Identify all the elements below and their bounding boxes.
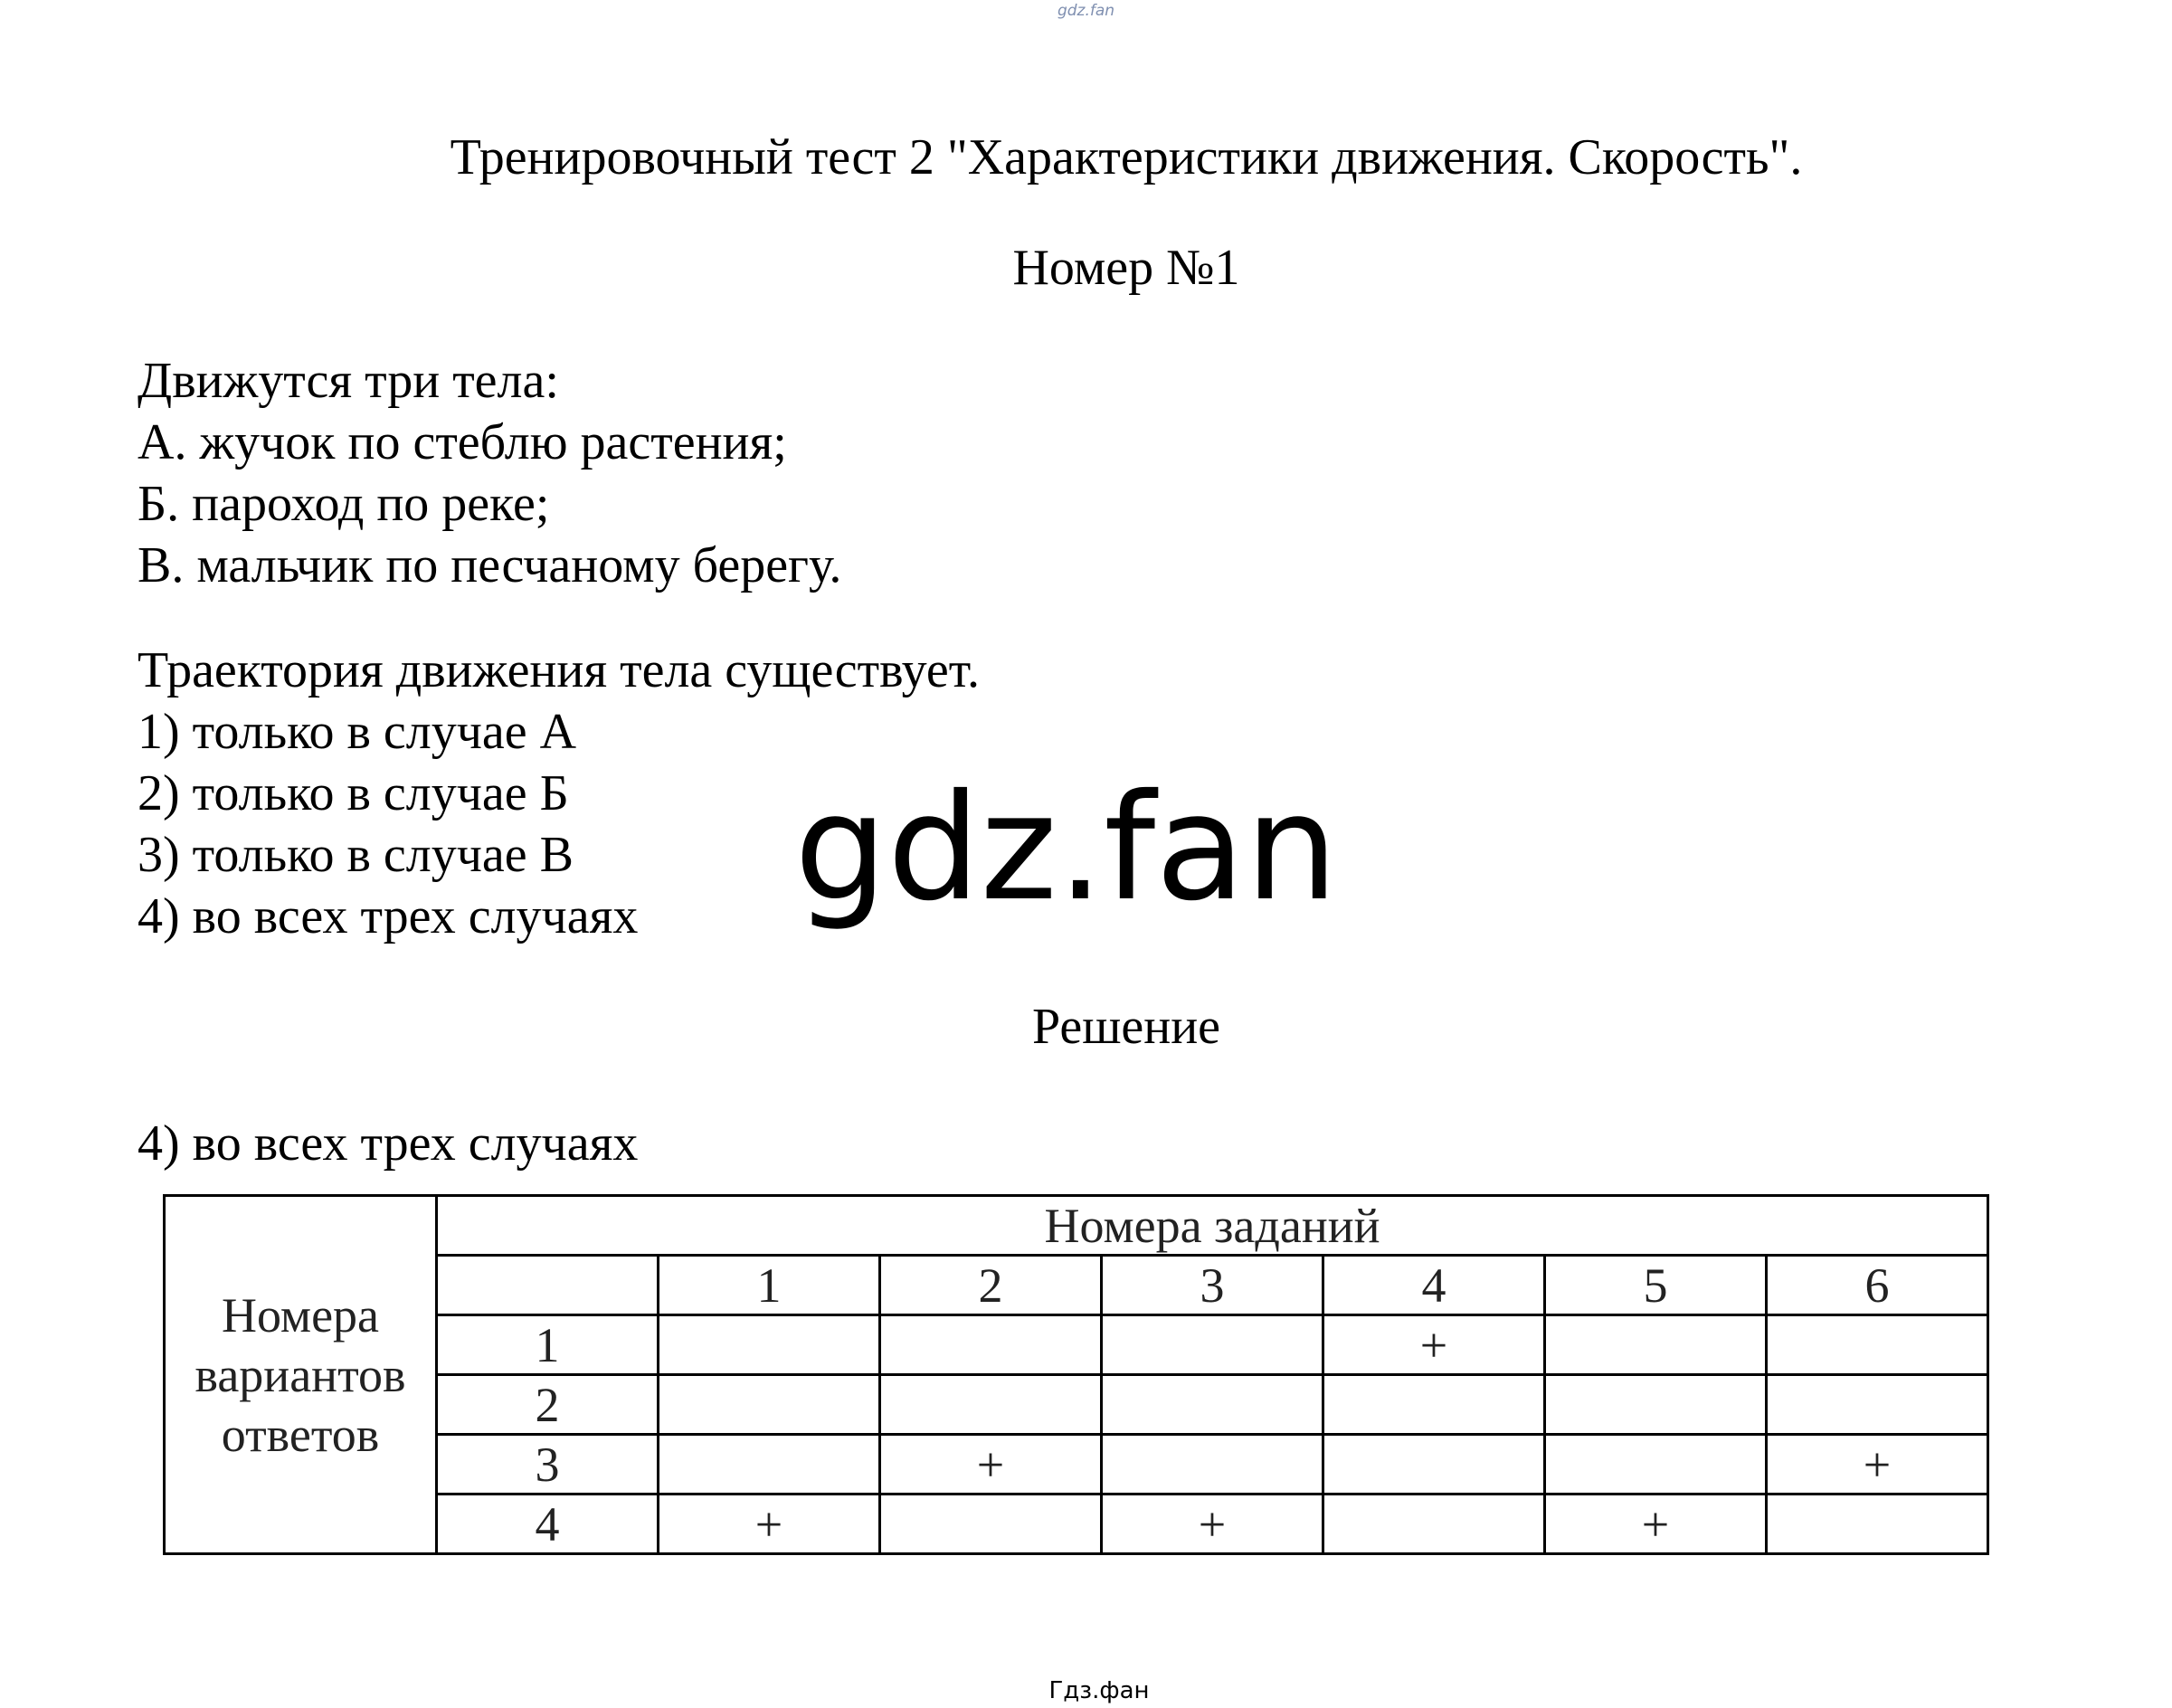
table-cell	[1767, 1315, 1988, 1375]
intro-block	[138, 350, 841, 596]
corner-cell	[437, 1256, 659, 1315]
table-cell	[1545, 1435, 1767, 1494]
table-row	[165, 1435, 1988, 1494]
option-number: 1	[437, 1315, 659, 1375]
column-header: Номера заданий	[437, 1196, 1988, 1256]
table-cell	[1102, 1435, 1323, 1494]
table-cell: +	[1767, 1435, 1988, 1494]
top-watermark: gdz.fan	[1057, 2, 1115, 20]
table-cell: +	[1102, 1494, 1323, 1554]
table-cell	[1767, 1494, 1988, 1554]
table-cell	[1323, 1375, 1545, 1435]
table-row	[165, 1375, 1988, 1435]
option-number: 4	[437, 1494, 659, 1554]
question-option: 2) только в случае Б	[138, 765, 569, 821]
task-number: 6	[1767, 1256, 1988, 1315]
table-cell	[880, 1375, 1102, 1435]
question-stem: Траектория движения тела существует.	[138, 642, 980, 698]
table-cell	[659, 1375, 880, 1435]
table-cell	[1323, 1435, 1545, 1494]
problem-number: Номер №1	[1012, 240, 1240, 296]
task-number: 2	[880, 1256, 1102, 1315]
task-number: 4	[1323, 1256, 1545, 1315]
table-cell	[1102, 1375, 1323, 1435]
table-cell	[1102, 1315, 1323, 1375]
option-number: 3	[437, 1435, 659, 1494]
table-cell	[1545, 1375, 1767, 1435]
page-title: Тренировочный тест 2 "Характеристики движения. Скорость".	[450, 129, 1803, 185]
table-cell: +	[1545, 1494, 1767, 1554]
answer-table	[163, 1194, 1989, 1555]
option-number: 2	[437, 1375, 659, 1435]
table-cell: +	[659, 1494, 880, 1554]
task-number: 3	[1102, 1256, 1323, 1315]
intro-line: В. мальчик по песчаному берегу.	[138, 537, 842, 593]
solution-heading: Решение	[1031, 999, 1221, 1055]
table-cell	[880, 1315, 1102, 1375]
task-number: 5	[1545, 1256, 1767, 1315]
question-option: 4) во всех трех случаях	[138, 888, 639, 944]
table-cell	[1767, 1375, 1988, 1435]
table-row	[165, 1494, 1988, 1554]
table-cell	[1545, 1315, 1767, 1375]
table-cell	[659, 1315, 880, 1375]
intro-line: Б. пароход по реке;	[138, 476, 550, 532]
table-cell	[659, 1435, 880, 1494]
table-cell	[880, 1494, 1102, 1554]
footer-watermark: Гдз.фан	[1048, 1677, 1150, 1704]
table-cell: +	[1323, 1315, 1545, 1375]
task-number: 1	[659, 1256, 880, 1315]
table-row	[165, 1315, 1988, 1375]
watermark-logo: gdz.fan	[794, 764, 1339, 934]
row-header: Номера вариантов ответов	[165, 1196, 437, 1554]
question-option: 1) только в случае А	[138, 704, 577, 760]
question-option: 3) только в случае В	[138, 827, 574, 883]
answer-text: 4) во всех трех случаях	[138, 1115, 639, 1172]
table-cell	[1323, 1494, 1545, 1554]
intro-line: А. жучок по стеблю растения;	[138, 414, 787, 470]
intro-line: Движутся три тела:	[138, 353, 559, 409]
table-cell: +	[880, 1435, 1102, 1494]
